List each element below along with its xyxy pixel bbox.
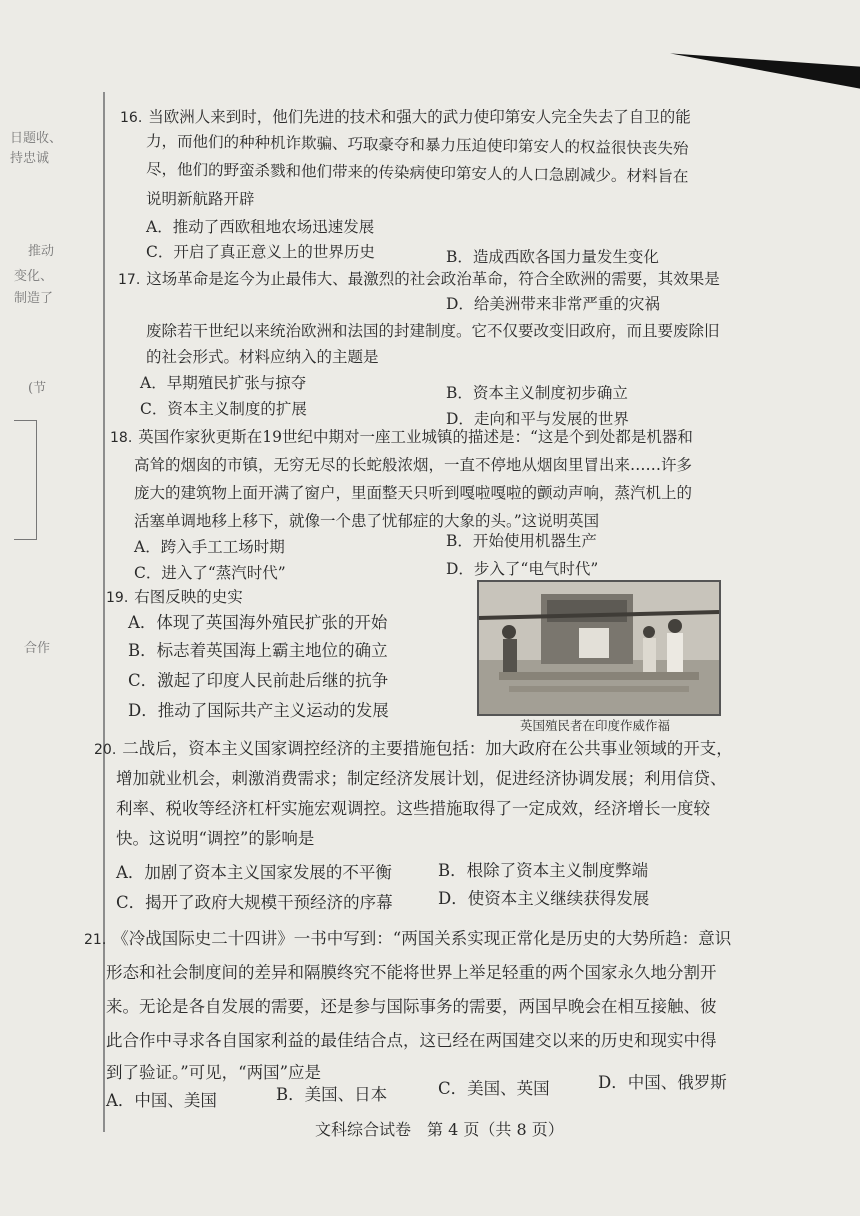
- q20-line-2: 增加就业机会，刺激消费需求；制定经济发展计划，促进经济协调发展；利用信贷、: [116, 769, 727, 788]
- q16-line-2: 力，而他们的种种机诈欺骗、巧取豪夺和暴力压迫使印第安人的权益很快丧失殆: [145, 132, 689, 158]
- q19-option-a: A．体现了英国海外殖民扩张的开始: [128, 613, 388, 632]
- margin-fragment: 合作: [24, 641, 51, 656]
- q17-option-a: A．早期殖民扩张与掠夺: [140, 374, 307, 392]
- q20-option-b: B．根除了资本主义制度弊端: [438, 861, 649, 880]
- q20-line-3: 利率、税收等经济杠杆实施宏观调控。这些措施取得了一定成效，经济增长一度较: [116, 799, 710, 818]
- q18-option-d: D．步入了“电气时代”: [446, 560, 599, 578]
- q20-line-1: 20. 二战后，资本主义国家调控经济的主要措施包括：加大政府在公共事业领域的开支，: [94, 739, 733, 758]
- q16-option-b: B．造成西欧各国力量发生变化: [446, 248, 659, 266]
- q21-line-5: 到了验证。”可见，“两国”应是: [106, 1063, 322, 1082]
- q17-option-c: C．资本主义制度的扩展: [140, 400, 307, 418]
- historical-photo: [477, 580, 721, 716]
- margin-fragment: 推动: [28, 244, 55, 259]
- q17-option-b: B．资本主义制度初步确立: [446, 384, 628, 402]
- q21-line-3: 来。无论是各自发展的需要，还是参与国际事务的需要，两国早晚会在相互接触、彼: [106, 997, 717, 1016]
- margin-box: [14, 420, 37, 540]
- q20-option-d: D．使资本主义继续获得发展: [438, 889, 650, 908]
- q18-line-2: 高耸的烟囱的市镇，无穷无尽的长蛇般浓烟，一直不停地从烟囱里冒出来……许多: [134, 456, 693, 474]
- margin-fragment: 日题收、: [10, 131, 63, 146]
- q20-option-c: C．揭开了政府大规模干预经济的序幕: [116, 893, 393, 912]
- q18-line-1: 18. 英国作家狄更斯在19世纪中期对一座工业城镇的描述是：“这是个到处都是机器和: [110, 428, 693, 446]
- q21-option-b: B．美国、日本: [276, 1085, 388, 1104]
- q16-line-4: 说明新航路开辟: [146, 190, 255, 208]
- margin-fragment: (节: [28, 381, 47, 396]
- q19-option-d: D．推动了国际共产主义运动的发展: [128, 701, 389, 720]
- q21-option-a: A．中国、美国: [106, 1091, 217, 1110]
- q21-option-d: D．中国、俄罗斯: [598, 1073, 727, 1092]
- q20-line-4: 快。这说明“调控”的影响是: [116, 829, 315, 848]
- q17-number: 17.: [118, 272, 141, 288]
- q21-line-4: 此合作中寻求各自国家利益的最佳结合点，这已经在两国建交以来的历史和现实中得: [106, 1031, 717, 1050]
- q16-line-3: 尽，他们的野蛮杀戮和他们带来的传染病使印第安人的人口急剧减少。材料旨在: [145, 160, 689, 186]
- q19-stem: 19. 右图反映的史实: [106, 588, 243, 606]
- q18-option-c: C．进入了“蒸汽时代”: [134, 564, 286, 582]
- q16-option-d: D．给美洲带来非常严重的灾祸: [446, 295, 660, 313]
- q18-option-b: B．开始使用机器生产: [446, 532, 597, 550]
- margin-fragment: 持忠诚: [10, 151, 50, 166]
- palanquin-illustration: [479, 582, 719, 714]
- page-footer: 文科综合试卷 第 4 页（共 8 页）: [315, 1120, 564, 1139]
- q16-option-c: C．开启了真正意义上的世界历史: [146, 243, 375, 261]
- q17-option-d: D．走向和平与发展的世界: [446, 410, 629, 428]
- q19-option-c: C．激起了印度人民前赴后继的抗争: [128, 671, 389, 690]
- q17-line-2: 废除若干世纪以来统治欧洲和法国的封建制度。它不仅要改变旧政府，而且要废除旧: [146, 322, 720, 340]
- q18-option-a: A．跨入手工工场时期: [134, 538, 285, 556]
- q21-line-1: 21. 《冷战国际史二十四讲》一书中写到：“两国关系实现正常化是历史的大势所趋：意识: [84, 929, 732, 948]
- q21-option-c: C．美国、英国: [438, 1079, 550, 1098]
- q21-line-2: 形态和社会制度间的差异和隔膜终究不能将世界上举足轻重的两个国家永久地分割开: [106, 963, 717, 982]
- q19-option-b: B．标志着英国海上霸主地位的确立: [128, 641, 388, 660]
- q19-number: 19.: [106, 590, 129, 606]
- q16-option-a: A．推动了西欧租地农场迅速发展: [146, 218, 375, 236]
- q17-line-1: 17. 这场革命是迄今为止最伟大、最激烈的社会政治革命，符合全欧洲的需要，其效果是: [118, 270, 720, 288]
- q21-number: 21.: [84, 932, 107, 948]
- black-corner-shadow: [670, 53, 860, 88]
- margin-fragment: 变化、: [14, 269, 54, 284]
- photo-caption: 英国殖民者在印度作威作福: [520, 718, 671, 733]
- q16-number: 16.: [120, 110, 143, 126]
- q18-number: 18.: [110, 430, 133, 446]
- margin-line: [103, 92, 105, 1132]
- q17-line-3: 的社会形式。材料应纳入的主题是: [146, 348, 379, 366]
- q18-line-3: 庞大的建筑物上面开满了窗户，里面整天只听到嘎啦嘎啦的颤动声响，蒸汽机上的: [134, 484, 693, 502]
- q20-option-a: A．加剧了资本主义国家发展的不平衡: [116, 863, 392, 882]
- q18-line-4: 活塞单调地移上移下，就像一个患了忧郁症的大象的头。”这说明英国: [134, 512, 600, 530]
- q16-line-1: 16. 当欧洲人来到时，他们先进的技术和强大的武力使印第安人完全失去了自卫的能: [120, 108, 691, 126]
- margin-fragment: 制造了: [14, 291, 54, 306]
- q20-number: 20.: [94, 742, 117, 758]
